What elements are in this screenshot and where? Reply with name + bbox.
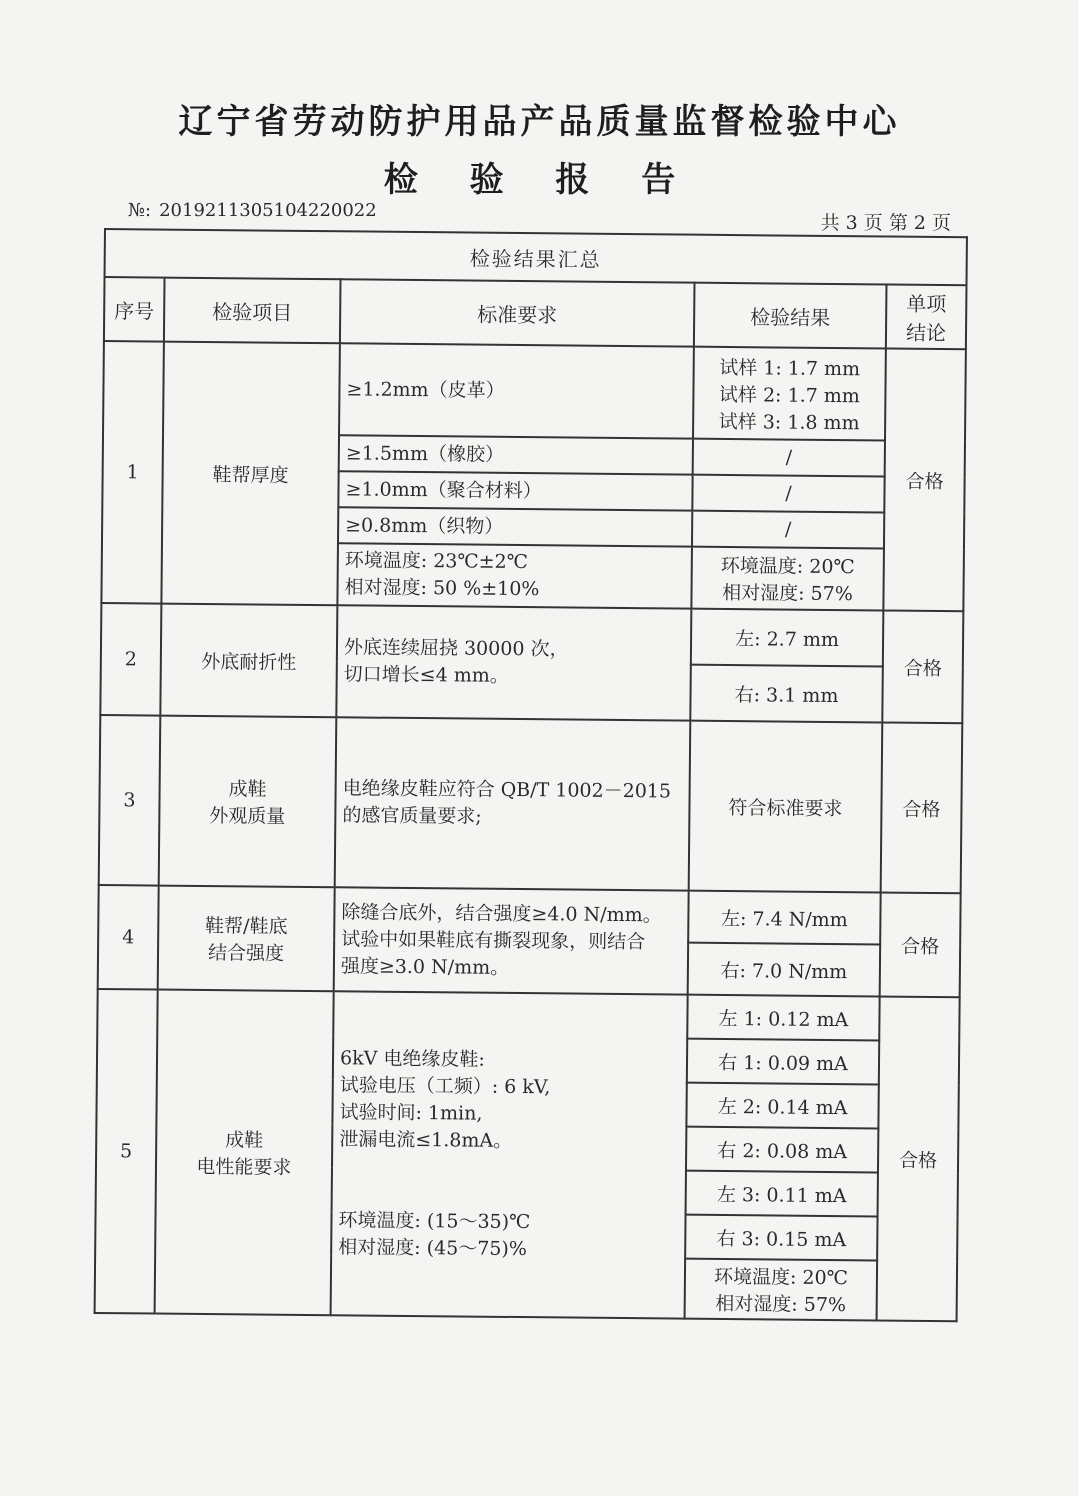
- row2-seq: 2: [100, 603, 161, 716]
- row5-result-6: 右 3: 0.15 mA: [685, 1215, 877, 1261]
- row4-result-right: 右: 7.0 N/mm: [688, 943, 880, 997]
- table-row: [98, 885, 961, 945]
- row3-standard: 电绝缘皮鞋应符合 QB/T 1002－2015 的感官质量要求;: [335, 717, 691, 890]
- table-row: [103, 341, 966, 441]
- organization-title: 辽宁省劳动防护用品产品质量监督检验中心: [178, 102, 901, 142]
- row3-conclusion: 合格: [881, 722, 963, 893]
- row2-result-right: 右: 3.1 mm: [690, 665, 883, 723]
- row1-standard-1: ≥1.2mm（皮革）: [339, 343, 694, 438]
- row5-standard: 6kV 电绝缘皮鞋: 试验电压（工频）: 6 kV, 试验时间: 1min, 泄漏电流≤1.8mA。 环境温度: (15～35)℃ 相对湿度: (45～75)%: [331, 991, 688, 1318]
- row3-result: 符合标准要求: [689, 721, 883, 893]
- row5-result-4: 右 2: 0.08 mA: [686, 1127, 878, 1173]
- row1-standard-2: ≥1.5mm（橡胶）: [339, 435, 693, 474]
- table-header-row: [104, 277, 967, 349]
- report-title: 检 验 报 告: [383, 160, 696, 200]
- row1-result-3: /: [692, 475, 884, 513]
- row4-item: 鞋帮/鞋底 结合强度: [158, 886, 335, 992]
- row3-seq: 3: [99, 715, 161, 886]
- row2-result-left: 左: 2.7 mm: [691, 609, 884, 667]
- row4-conclusion: 合格: [880, 892, 961, 997]
- row1-standard-3: ≥1.0mm（聚合材料）: [338, 471, 692, 510]
- row5-seq: 5: [95, 989, 158, 1314]
- row2-conclusion: 合格: [882, 610, 963, 723]
- row1-result-2: /: [693, 439, 885, 477]
- row1-conclusion: 合格: [883, 349, 966, 612]
- row1-result-1: 试样 1: 1.7 mm 试样 2: 1.7 mm 试样 3: 1.8 mm: [693, 347, 886, 441]
- row1-item: 鞋帮厚度: [161, 342, 340, 606]
- header-item: 检验项目: [164, 278, 341, 344]
- row2-item: 外底耐折性: [160, 604, 337, 718]
- row5-result-5: 左 3: 0.11 mA: [686, 1171, 878, 1217]
- header-conclusion: 单项 结论: [886, 285, 967, 350]
- table-row: [97, 989, 959, 1041]
- row1-standard-4: ≥0.8mm（织物）: [338, 507, 692, 546]
- row1-seq: 1: [101, 341, 164, 604]
- row2-standard: 外底连续屈挠 30000 次， 切口增长≤4 mm。: [336, 605, 691, 720]
- header-seq: 序号: [104, 277, 165, 342]
- report-number: [128, 200, 377, 221]
- row5-conclusion: 合格: [877, 996, 960, 1321]
- row4-standard: 除缝合底外，结合强度≥4.0 N/mm。 试验中如果鞋底有撕裂现象，则结合 强度≥3.0 N/mm。: [334, 887, 689, 994]
- row4-result-left: 左: 7.4 N/mm: [688, 891, 880, 945]
- row3-item: 成鞋 外观质量: [159, 716, 337, 888]
- page-info: 共 3 页 第 2 页: [820, 212, 951, 234]
- report-number-label: №:: [128, 200, 152, 221]
- results-summary-table: [94, 228, 968, 1322]
- header-standard: 标准要求: [340, 279, 695, 346]
- table-row: [99, 715, 963, 893]
- row5-item: 成鞋 电性能要求: [155, 990, 334, 1316]
- row5-result-1: 左 1: 0.12 mA: [687, 995, 879, 1041]
- report-number-value: 2019211305104220022: [159, 200, 377, 221]
- table-caption: 检验结果汇总: [105, 229, 967, 285]
- row1-result-4: /: [692, 511, 884, 549]
- row5-result-7: 环境温度: 20℃ 相对湿度: 57%: [685, 1259, 878, 1321]
- header-result: 检验结果: [694, 283, 887, 349]
- row4-seq: 4: [98, 885, 159, 990]
- row1-standard-5: 环境温度: 23℃±2℃ 相对湿度: 50 %±10%: [337, 543, 692, 608]
- row5-result-3: 左 2: 0.14 mA: [686, 1083, 878, 1129]
- row1-result-5: 环境温度: 20℃ 相对湿度: 57%: [691, 547, 884, 611]
- row5-result-2: 右 1: 0.09 mA: [687, 1039, 879, 1085]
- table-row: [101, 603, 964, 667]
